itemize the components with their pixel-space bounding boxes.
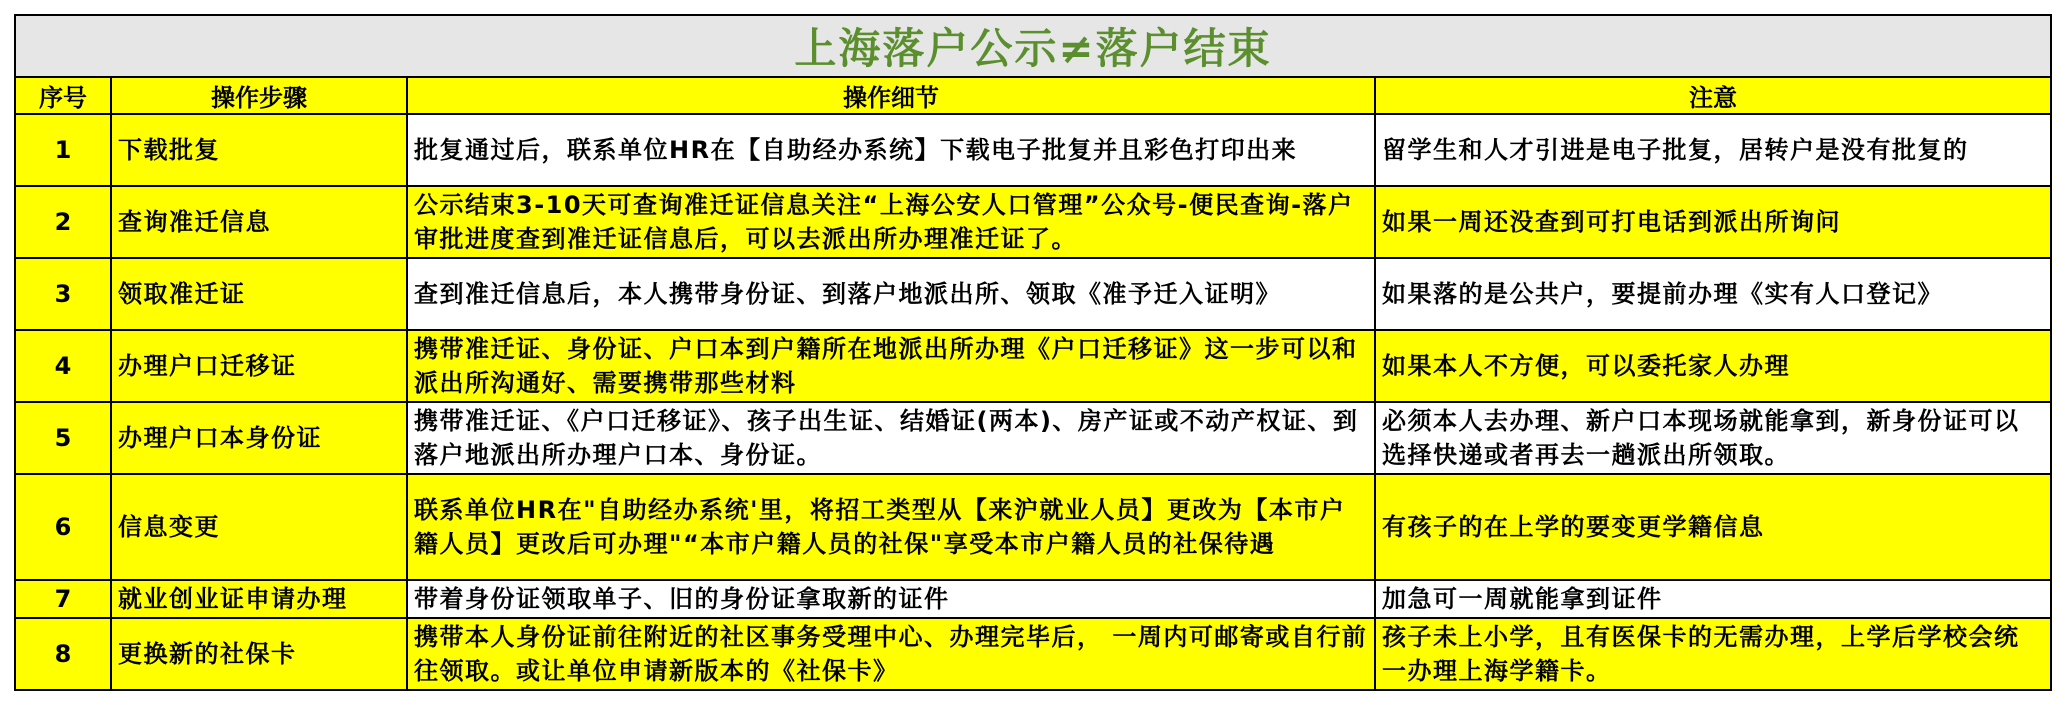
row-number: 3 xyxy=(15,258,111,330)
row-detail: 携带本人身份证前往附近的社区事务受理中心、办理完毕后， 一周内可邮寄或自行前往领取。或让单位申请新版本的《社保卡》 xyxy=(407,618,1375,690)
row-note: 孩子未上小学，且有医保卡的无需办理，上学后学校会统一办理上海学籍卡。 xyxy=(1375,618,2051,690)
row-step: 就业创业证申请办理 xyxy=(111,580,407,618)
row-number: 2 xyxy=(15,186,111,258)
row-note: 如果落的是公共户，要提前办理《实有人口登记》 xyxy=(1375,258,2051,330)
table-row xyxy=(15,618,2051,690)
row-number: 4 xyxy=(15,330,111,402)
row-detail: 携带准迁证、身份证、户口本到户籍所在地派出所办理《户口迁移证》这一步可以和派出所沟通好、需要携带那些材料 xyxy=(407,330,1375,402)
row-detail: 公示结束3-10天可查询准迁证信息关注“上海公安人口管理”公众号-便民查询-落户审批进度查到准迁证信息后，可以去派出所办理准迁证了。 xyxy=(407,186,1375,258)
row-note: 加急可一周就能拿到证件 xyxy=(1375,580,2051,618)
header-step: 操作步骤 xyxy=(111,77,407,114)
row-number: 8 xyxy=(15,618,111,690)
table-row xyxy=(15,186,2051,258)
table-row xyxy=(15,114,2051,186)
table-row xyxy=(15,402,2051,474)
row-step: 更换新的社保卡 xyxy=(111,618,407,690)
header-detail: 操作细节 xyxy=(407,77,1375,114)
row-detail: 查到准迁信息后，本人携带身份证、到落户地派出所、领取《准予迁入证明》 xyxy=(407,258,1375,330)
row-note: 如果本人不方便，可以委托家人办理 xyxy=(1375,330,2051,402)
row-number: 6 xyxy=(15,474,111,580)
table-title: 上海落户公示≠落户结束 xyxy=(15,15,2051,77)
header-num: 序号 xyxy=(15,77,111,114)
row-step: 办理户口本身份证 xyxy=(111,402,407,474)
row-note: 必须本人去办理、新户口本现场就能拿到，新身份证可以选择快递或者再去一趟派出所领取。 xyxy=(1375,402,2051,474)
row-number: 1 xyxy=(15,114,111,186)
table-row xyxy=(15,330,2051,402)
row-step: 办理户口迁移证 xyxy=(111,330,407,402)
row-detail: 携带准迁证、《户口迁移证》、孩子出生证、结婚证(两本)、房产证或不动产权证、到落户地派出所办理户口本、身份证。 xyxy=(407,402,1375,474)
row-detail: 带着身份证领取单子、旧的身份证拿取新的证件 xyxy=(407,580,1375,618)
table-row xyxy=(15,580,2051,618)
row-detail: 联系单位HR在"自助经办系统'里，将招工类型从【来沪就业人员】更改为【本市户籍人员】更改后可办理"“本市户籍人员的社保"享受本市户籍人员的社保待遇 xyxy=(407,474,1375,580)
settlement-steps-table xyxy=(14,14,2052,691)
row-step: 信息变更 xyxy=(111,474,407,580)
row-number: 5 xyxy=(15,402,111,474)
table-row xyxy=(15,474,2051,580)
row-note: 留学生和人才引进是电子批复，居转户是没有批复的 xyxy=(1375,114,2051,186)
row-step: 下载批复 xyxy=(111,114,407,186)
row-step: 领取准迁证 xyxy=(111,258,407,330)
header-note: 注意 xyxy=(1375,77,2051,114)
header-row xyxy=(15,77,2051,114)
row-step: 查询准迁信息 xyxy=(111,186,407,258)
row-note: 如果一周还没查到可打电话到派出所询问 xyxy=(1375,186,2051,258)
table-row xyxy=(15,258,2051,330)
row-number: 7 xyxy=(15,580,111,618)
row-detail: 批复通过后，联系单位HR在【自助经办系统】下载电子批复并且彩色打印出来 xyxy=(407,114,1375,186)
row-note: 有孩子的在上学的要变更学籍信息 xyxy=(1375,474,2051,580)
